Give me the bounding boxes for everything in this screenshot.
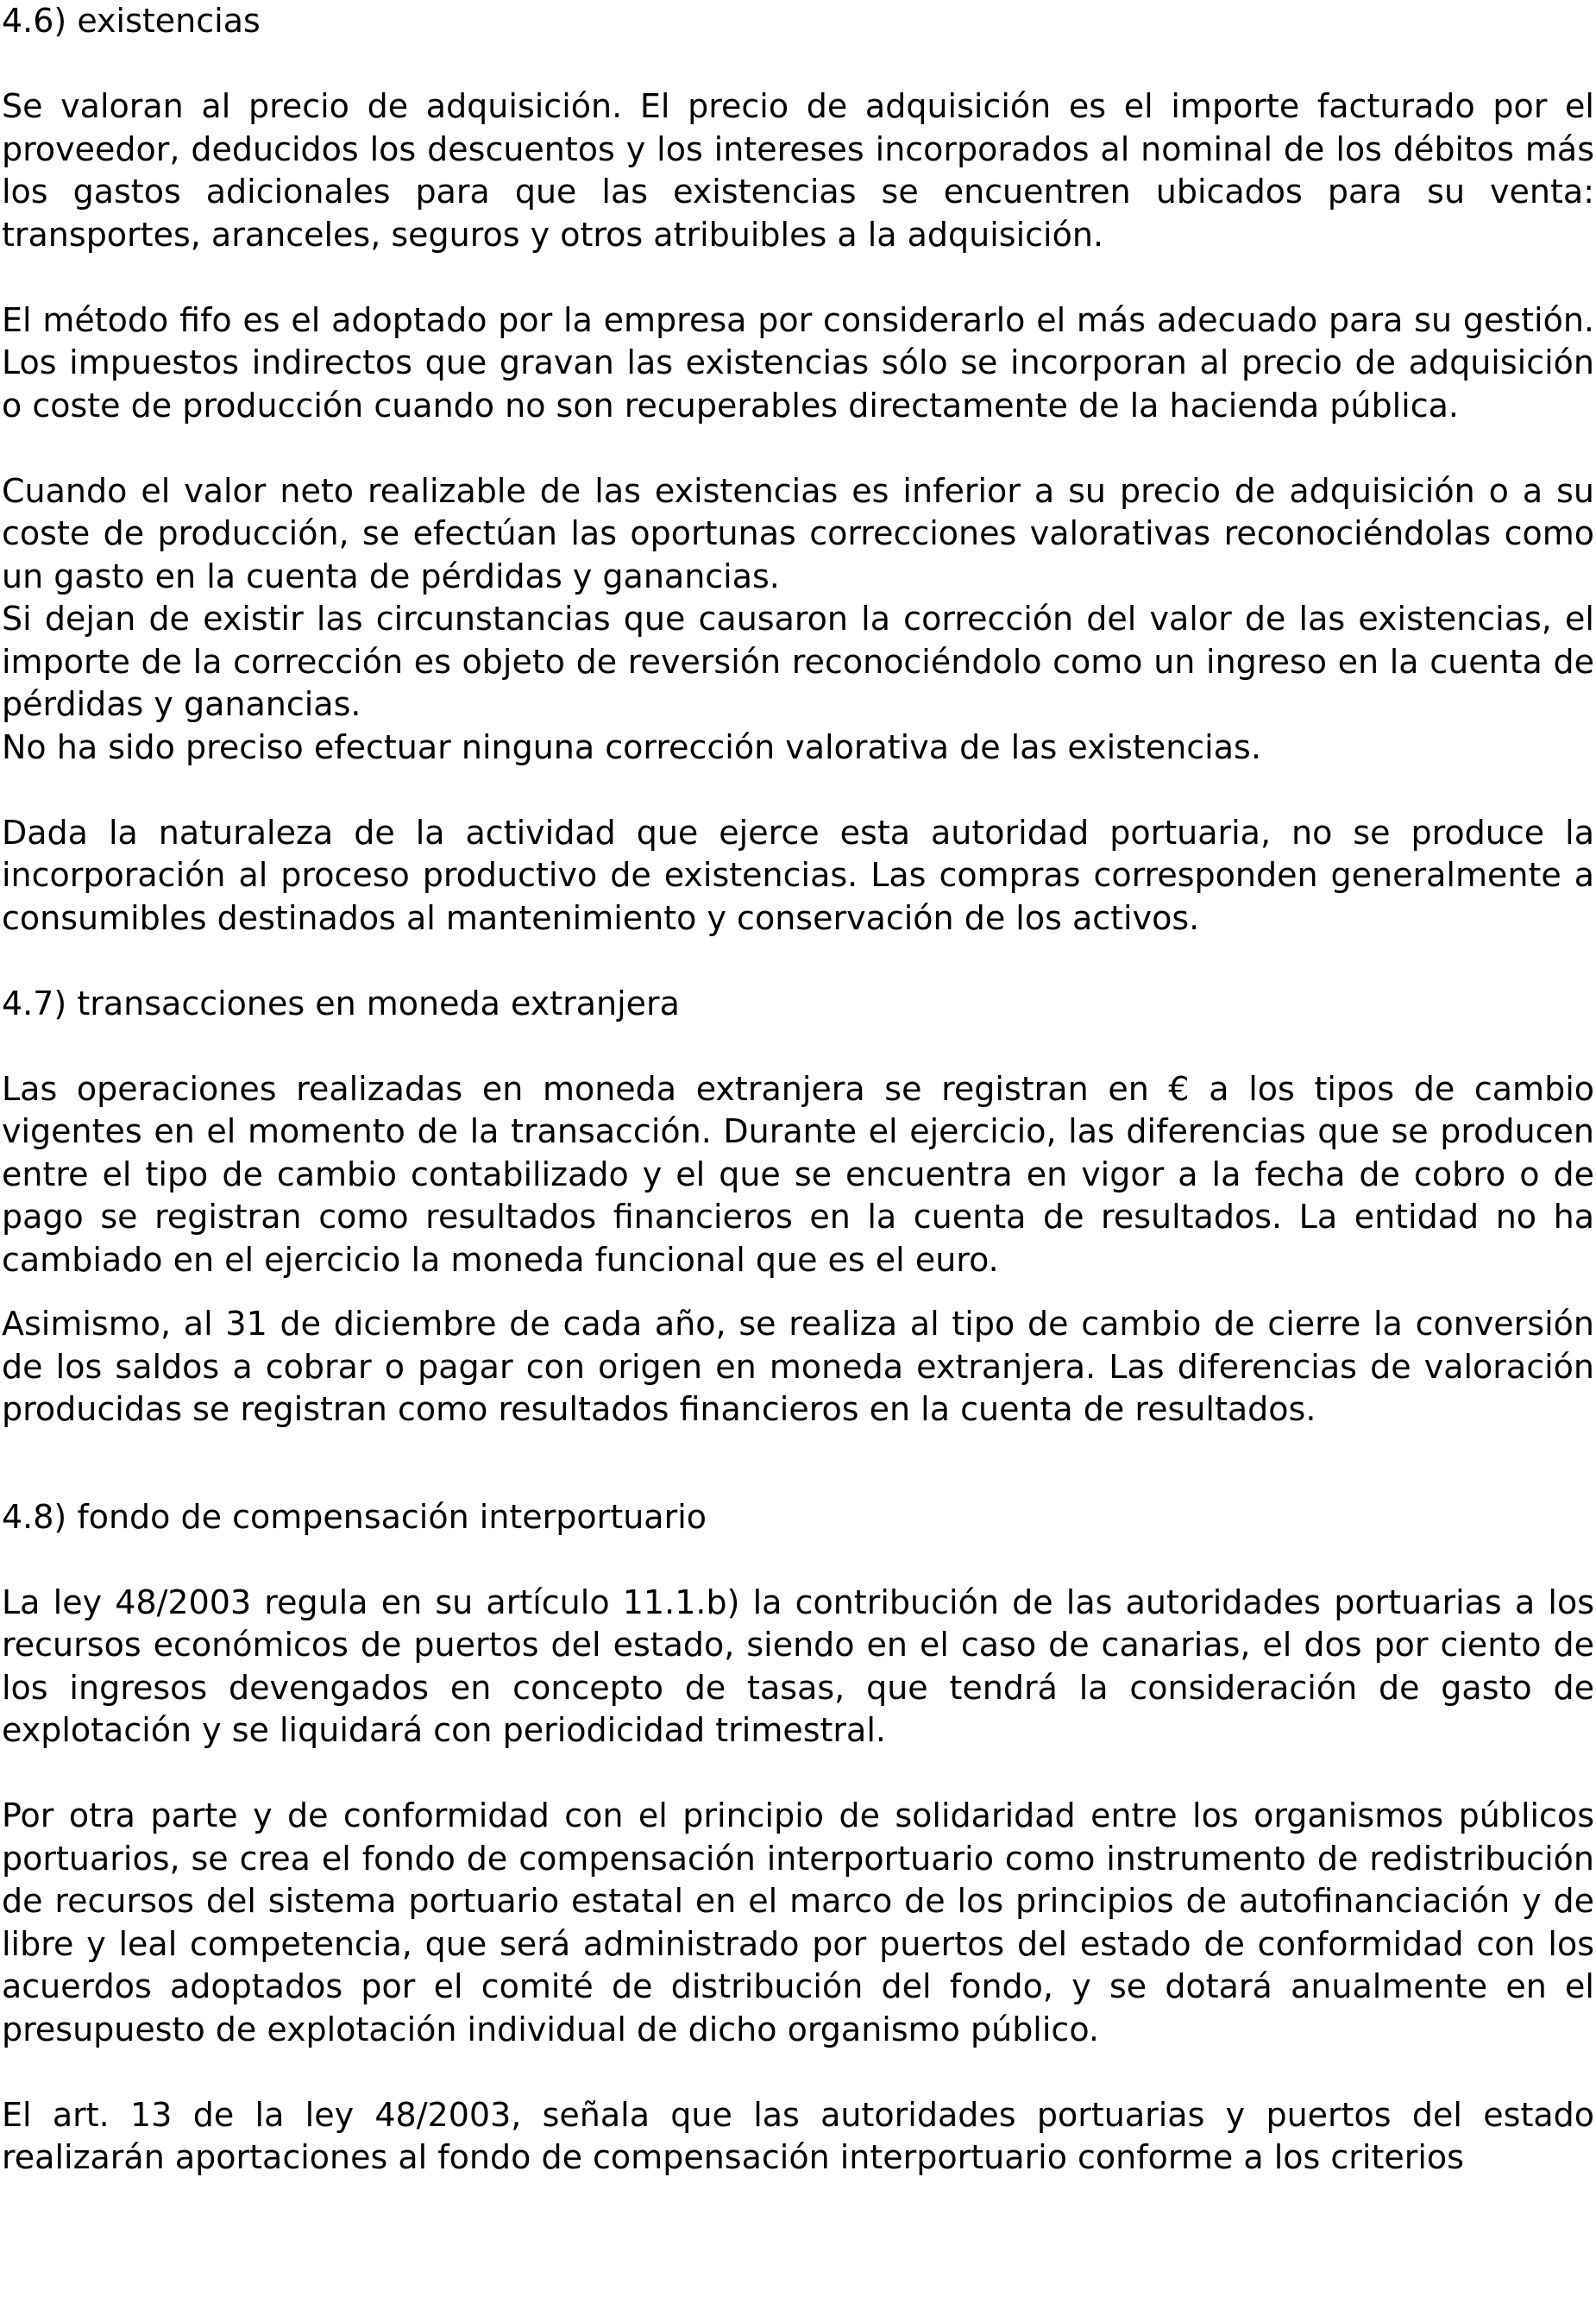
paragraph: Si dejan de existir las circunstancias que causaron la corrección del valor de las existencias, el importe de la corrección es objeto de reversión reconociéndolo como un ingreso en la cuenta de pérdidas y ganancias. [2, 600, 1594, 723]
section-heading-transacciones: 4.7) transacciones en moneda extranjera [2, 984, 680, 1023]
paragraph: Las operaciones realizadas en moneda extranjera se registran en € a los tipos de cambio vigentes en el momento de la transacción. Durante el ejercicio, las diferencias que se producen entre el tipo de cambio contabilizado y el que se encuentra en vigor a la fecha de cobro o de pago se registran como resultados financieros en la cuenta de resultados. La entidad no ha cambiado en el ejercicio la moneda funcional que es el euro. [2, 1069, 1594, 1279]
paragraph: El art. 13 de la ley 48/2003, señala que las autoridades portuarias y puertos del estado realizarán aportaciones al fondo de compensación interportuario conforme a los criterios [2, 2095, 1594, 2176]
paragraph: Dada la naturaleza de la actividad que ejerce esta autoridad portuaria, no se produce la incorporación al proceso productivo de existencias. Las compras corresponden generalmente a consumibles destinados al mantenimiento y conservación de los activos. [2, 813, 1594, 937]
paragraph: El método fifo es el adoptado por la empresa por considerarlo el más adecuado para su gestión. Los impuestos indirectos que gravan las existencias sólo se incorporan al precio de adquisición o coste de producción cuando no son recuperables directamente de la hacienda pública. [2, 300, 1594, 425]
paragraph: La ley 48/2003 regula en su artículo 11.1.b) la contribución de las autoridades portuarias a los recursos económicos de puertos del estado, siendo en el caso de canarias, el dos por ciento de los ingresos devengados en concepto de tasas, que tendrá la consideración de gasto de explotación y se liquidará con periodicidad trimestral. [2, 1583, 1594, 1749]
paragraph: Cuando el valor neto realizable de las existencias es inferior a su precio de adquisición o a su coste de producción, se efectúan las oportunas correcciones valorativas reconociéndolas como un gasto en la cuenta de pérdidas y ganancias. [2, 471, 1594, 595]
section-heading-fondo-compensacion: 4.8) fondo de compensación interportuario [2, 1497, 707, 1536]
section-heading-existencias: 4.6) existencias [2, 2, 261, 40]
paragraph: Asimismo, al 31 de diciembre de cada año, se realiza al tipo de cambio de cierre la conversión de los saldos a cobrar o pagar con origen en moneda extranjera. Las diferencias de valoración producidas se registran como resultados financieros en la cuenta de resultados. [2, 1305, 1594, 1428]
document-body [2, 0, 1594, 2180]
paragraph: No ha sido preciso efectuar ninguna corrección valorativa de las existencias. [2, 727, 1261, 766]
paragraph: Por otra parte y de conformidad con el principio de solidaridad entre los organismos públicos portuarios, se crea el fondo de compensación interportuario como instrumento de redistribución de recursos del sistema portuario estatal en el marco de los principios de autofinanciación y de libre y leal competencia, que será administrado por puertos del estado de conformidad con los acuerdos adoptados por el comité de distribución del fondo, y se dotará anualmente en el presupuesto de explotación individual de dicho organismo público. [2, 1796, 1594, 2048]
paragraph: Se valoran al precio de adquisición. El precio de adquisición es el importe facturado por el proveedor, deducidos los descuentos y los intereses incorporados al nominal de los débitos más los gastos adicionales para que las existencias se encuentren ubicados para su venta: transportes, aranceles, seguros y otros atribuibles a la adquisición. [2, 87, 1594, 254]
